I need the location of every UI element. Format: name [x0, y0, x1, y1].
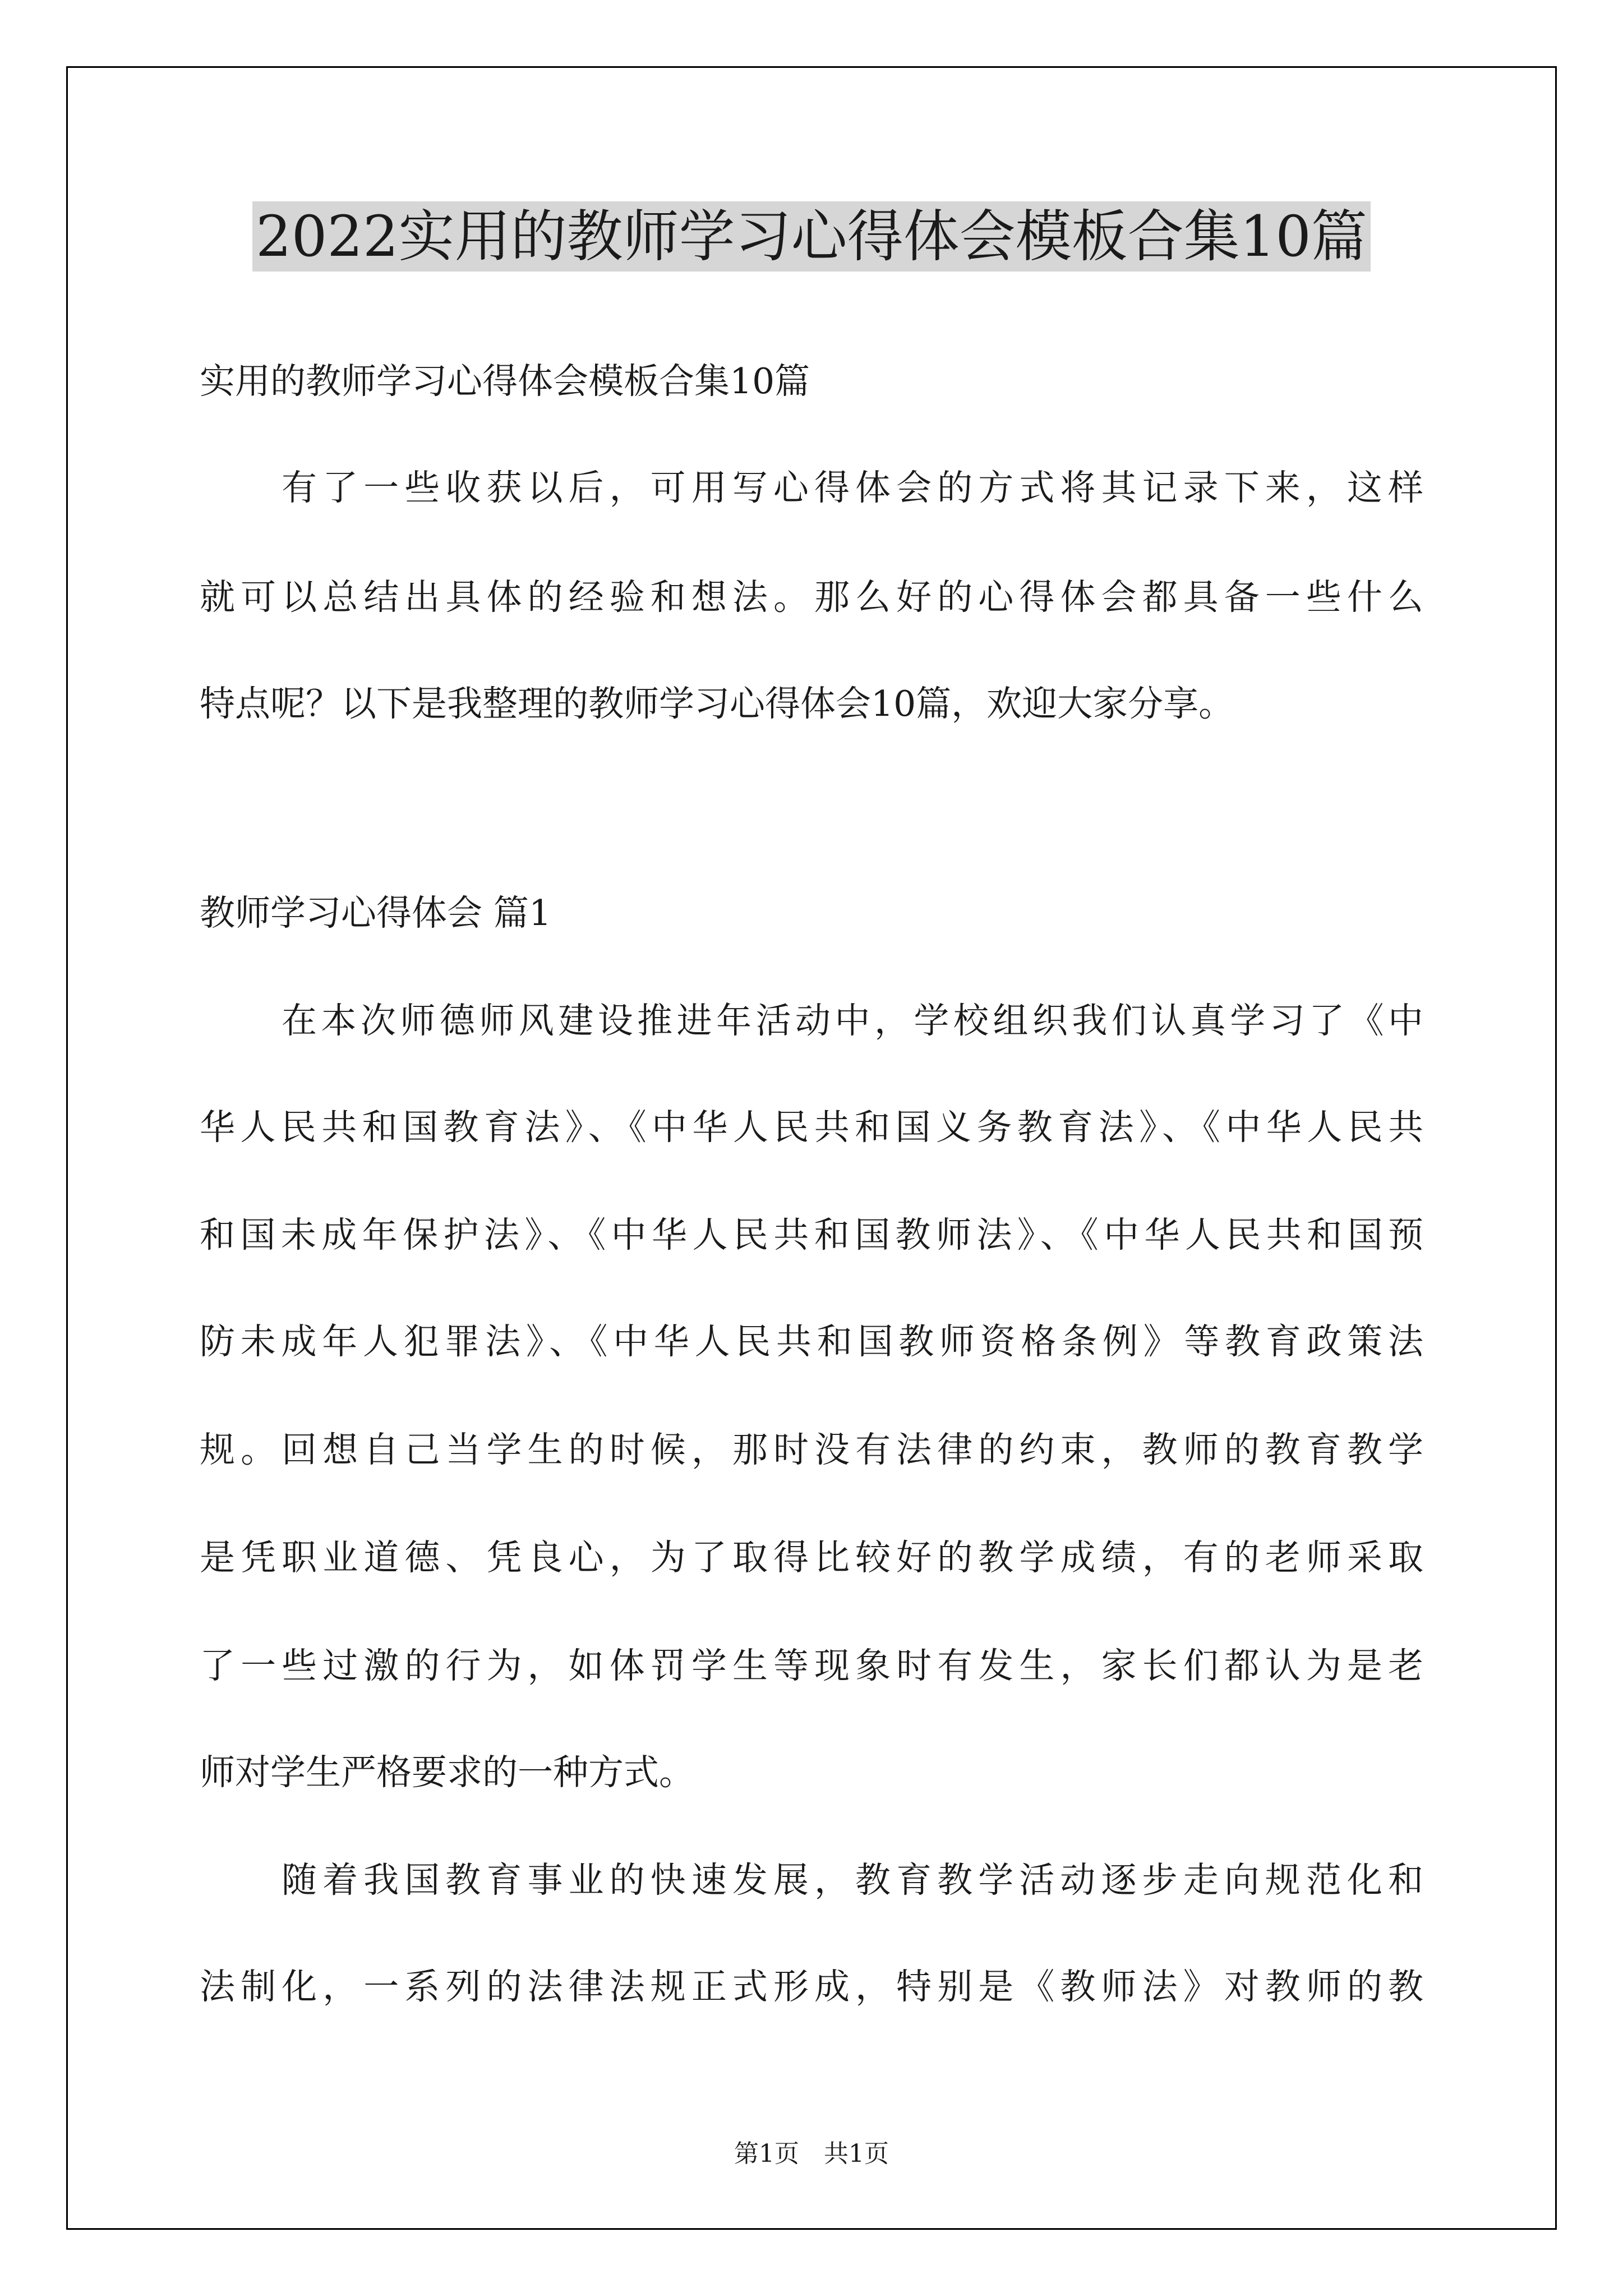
paragraph1-line-3: 和国未成年保护法》、《中华人民共和国教师法》、《中华人民共和国预 — [200, 1214, 1423, 1255]
paragraph1-line-7: 了一些过激的行为，如体罚学生等现象时有发生，家长们都认为是老 — [200, 1645, 1423, 1686]
paragraph1-line-8: 师对学生严格要求的一种方式。 — [200, 1752, 694, 1793]
paragraph2-line-1: 随着我国教育事业的快速发展，教育教学活动逐步走向规范化和 — [282, 1860, 1423, 1901]
document-subtitle: 实用的教师学习心得体会模板合集10篇 — [200, 361, 810, 402]
intro-line-2: 就可以总结出具体的经验和想法。那么好的心得体会都具备一些什么 — [200, 577, 1423, 618]
section-heading: 教师学习心得体会 篇1 — [200, 892, 552, 933]
paragraph1-line-5: 规。回想自己当学生的时候，那时没有法律的约束，教师的教育教学 — [200, 1429, 1423, 1470]
paragraph2-line-2: 法制化，一系列的法律法规正式形成，特别是《教师法》对教师的教 — [200, 1966, 1423, 2007]
intro-line-1: 有了一些收获以后，可用写心得体会的方式将其记录下来，这样 — [282, 467, 1423, 508]
document-title-text: 2022实用的教师学习心得体会模板合集10篇 — [252, 201, 1371, 272]
intro-line-3: 特点呢？以下是我整理的教师学习心得体会10篇，欢迎大家分享。 — [200, 683, 1234, 724]
document-title — [0, 197, 1623, 276]
page-footer: 第1页 共1页 — [734, 2139, 889, 2168]
paragraph1-line-2: 华人民共和国教育法》、《中华人民共和国义务教育法》、《中华人民共 — [200, 1107, 1423, 1148]
paragraph1-line-4: 防未成年人犯罪法》、《中华人民共和国教师资格条例》等教育政策法 — [200, 1321, 1423, 1362]
paragraph1-line-1: 在本次师德师风建设推进年活动中，学校组织我们认真学习了《中 — [282, 1000, 1423, 1041]
paragraph1-line-6: 是凭职业道德、凭良心，为了取得比较好的教学成绩，有的老师采取 — [200, 1537, 1423, 1578]
